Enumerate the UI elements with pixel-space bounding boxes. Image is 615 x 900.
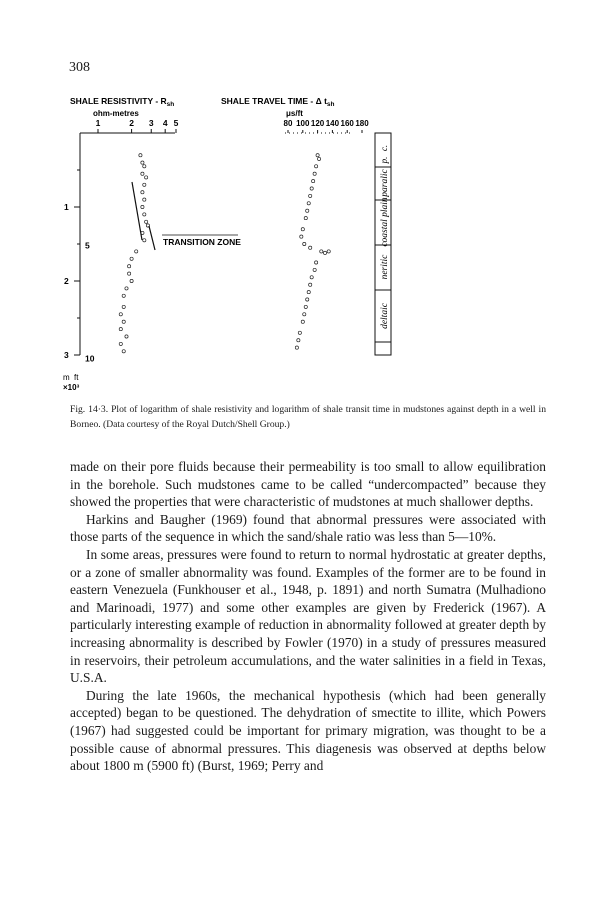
- depth-tick-m-label: 1: [64, 202, 69, 212]
- left-data-point: [141, 172, 144, 175]
- left-data-point: [122, 350, 125, 353]
- left-data-point: [135, 250, 138, 253]
- right-panel-unit: μs/ft: [286, 109, 303, 118]
- left-data-point: [141, 191, 144, 194]
- right-data-point: [310, 276, 313, 279]
- depth-tick-ft-label: 10: [85, 353, 95, 364]
- depth-multiplier: ×10³: [63, 383, 80, 390]
- right-data-point: [303, 242, 306, 245]
- facies-cp2: p.: [379, 156, 389, 164]
- right-data-point: [310, 187, 313, 190]
- right-data-point: [301, 228, 304, 231]
- facies-cp: c.: [379, 144, 389, 152]
- right-data-point: [307, 202, 310, 205]
- left-data-point: [145, 176, 148, 179]
- left-trend-lower: [149, 226, 155, 250]
- paragraph: In some areas, pressures were found to return to normal hydrostatic at greater depths, or a zone of smaller abnormality was found. Examples of the former are to be found in eastern Venezuela (Funkhouser et al., 1948, p. 1891) and north Sumatra (Mulhadiono and Marinoadi, 1977) and some other examples are given by Frederick (1967). A particularly interesting example of reduction in abnormality followed at greater depth by increasing abnormality is described by Fowler (1970) in a study of pressures measured in reservoirs, their petroleum accumulations, and the water salinities in a field in Texas, U.S.A.: [70, 546, 546, 686]
- left-data-point: [125, 335, 128, 338]
- right-data-point: [323, 251, 326, 254]
- left-data-point: [130, 257, 133, 260]
- left-data-point: [141, 161, 144, 164]
- left-data-point: [143, 239, 146, 242]
- facies-deltaic: deltaic: [380, 303, 390, 329]
- left-data-point: [119, 328, 122, 331]
- left-panel-title: SHALE RESISTIVITY - $R_{sh}$: [70, 96, 175, 108]
- right-data-point: [298, 331, 301, 334]
- right-x-tick-label: 120: [310, 119, 325, 128]
- right-x-tick-label: 80: [283, 119, 293, 128]
- left-scatter-points: [119, 154, 149, 353]
- depth-unit-m: m: [63, 373, 70, 382]
- left-x-tick-label: 4: [162, 118, 168, 128]
- left-data-point: [130, 279, 133, 282]
- transition-zone-label: TRANSITION ZONE: [163, 237, 241, 247]
- left-trend-upper: [132, 182, 142, 240]
- left-data-point: [119, 342, 122, 345]
- right-data-point: [315, 261, 318, 264]
- right-data-point: [303, 313, 306, 316]
- left-data-point: [143, 165, 146, 168]
- right-data-point: [327, 250, 330, 253]
- depth-tick-m-label: 2: [64, 276, 69, 286]
- right-data-point: [315, 165, 318, 168]
- facies-paralic: paralic: [380, 169, 390, 197]
- paragraph: made on their pore fluids because their permeability is too small to allow equilibration in the borehole. Such mudstones came to be called “undercompacted” because they showed the properties that were characteristic of mudstones at much shallower depths.: [70, 459, 546, 510]
- left-data-point: [122, 320, 125, 323]
- right-data-point: [309, 194, 312, 197]
- right-data-point: [301, 320, 304, 323]
- left-data-point: [143, 213, 146, 216]
- right-data-point: [304, 217, 307, 220]
- right-data-point: [313, 172, 316, 175]
- figure-caption: Fig. 14·3. Plot of logarithm of shale resistivity and logarithm of shale transit time in mudstones against depth in a well in Borneo. (Data courtesy of the Royal Dutch/Shell Group.): [70, 404, 546, 430]
- depth-ticks: [64, 170, 95, 364]
- paragraph: Harkins and Baugher (1969) found that abnormal pressures were associated with those parts of the sequence in which the sand/shale ratio was less than 5—10%.: [70, 511, 546, 545]
- right-panel-title: SHALE TRAVEL TIME - Δ $t_{sh}$: [221, 96, 335, 108]
- left-x-tick-label: 3: [148, 118, 154, 128]
- right-data-point: [317, 157, 320, 160]
- right-data-point: [316, 154, 319, 157]
- left-data-point: [139, 154, 142, 157]
- right-data-point: [309, 283, 312, 286]
- right-data-point: [307, 291, 310, 294]
- paragraph: During the late 1960s, the mechanical hypothesis (which had been generally accepted) began to be questioned. The dehydration of smectite to illite, which Powers (1967) had suggested could be important for primary migration, was thought to be a possible cause of abnormal pressures. This diagenesis was observed at depths below about 1800 m (5900 ft) (Burst, 1969; Perry and: [70, 687, 546, 774]
- left-x-tick-label: 2: [129, 118, 134, 128]
- body-text: [70, 458, 546, 775]
- right-data-point: [320, 250, 323, 253]
- right-x-tick-label: 140: [325, 119, 340, 128]
- right-data-point: [306, 298, 309, 301]
- page-number: 308: [69, 60, 90, 75]
- facies-neritic: neritic: [380, 254, 390, 280]
- left-x-tick-label: 5: [173, 118, 179, 128]
- figure-chart: [60, 90, 400, 390]
- right-data-point: [313, 268, 316, 271]
- right-data-point: [312, 180, 315, 183]
- right-x-tick-label: 180: [355, 119, 369, 128]
- left-data-point: [145, 220, 148, 223]
- left-data-point: [128, 272, 131, 275]
- facies-coastal-plain: coastal plain: [380, 197, 390, 247]
- left-data-point: [122, 294, 125, 297]
- right-data-point: [306, 209, 309, 212]
- left-data-point: [128, 265, 131, 268]
- left-data-point: [143, 183, 146, 186]
- right-x-tick-label: 100: [296, 119, 310, 128]
- right-data-point: [304, 305, 307, 308]
- left-x-tick-label: 1: [95, 118, 101, 128]
- right-scatter-points: [295, 154, 330, 350]
- depth-tick-ft-label: 5: [85, 240, 90, 251]
- right-x-ticks: [284, 119, 370, 133]
- left-data-point: [141, 205, 144, 208]
- left-data-point: [122, 305, 125, 308]
- depth-unit-ft: ft: [74, 373, 79, 382]
- left-data-point: [119, 313, 122, 316]
- right-x-tick-label: 160: [340, 119, 354, 128]
- left-data-point: [143, 198, 146, 201]
- left-data-point: [125, 287, 128, 290]
- left-x-ticks: [96, 118, 179, 133]
- right-data-point: [295, 346, 298, 349]
- right-data-point: [297, 339, 300, 342]
- right-data-point: [309, 246, 312, 249]
- left-panel-unit: ohm-metres: [93, 109, 139, 118]
- right-data-point: [300, 235, 303, 238]
- depth-tick-m-label: 3: [64, 350, 69, 360]
